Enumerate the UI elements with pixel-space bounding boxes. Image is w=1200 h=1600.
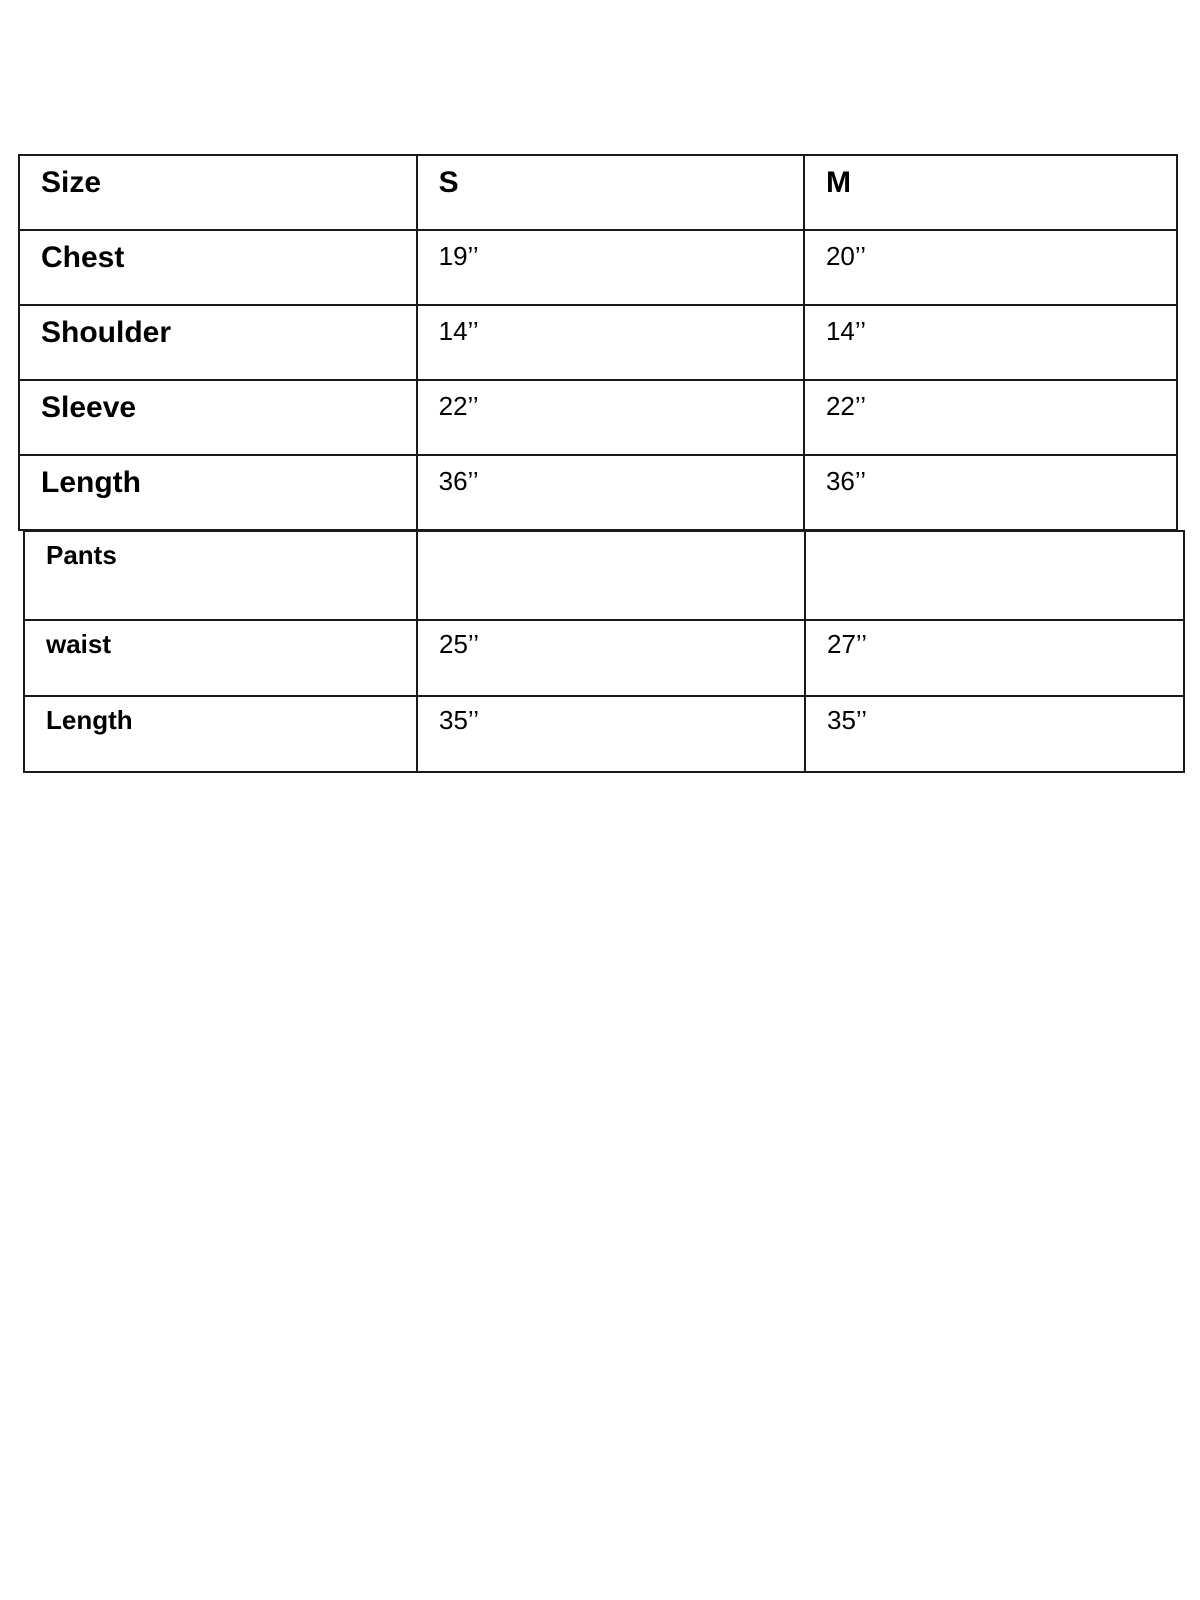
value-cell: 19’’ bbox=[417, 230, 804, 305]
size-s-header-cell: S bbox=[417, 155, 804, 230]
pants-header-cell: Pants bbox=[24, 531, 417, 620]
table-row bbox=[19, 305, 1177, 380]
table-row bbox=[19, 230, 1177, 305]
table-row bbox=[19, 380, 1177, 455]
value-cell: 25’’ bbox=[417, 620, 805, 696]
value-cell: 14’’ bbox=[804, 305, 1177, 380]
value-cell: 36’’ bbox=[804, 455, 1177, 530]
value-cell: 27’’ bbox=[805, 620, 1184, 696]
pants-size-table bbox=[23, 530, 1185, 773]
value-cell: 22’’ bbox=[804, 380, 1177, 455]
empty-header-cell bbox=[417, 531, 805, 620]
table-row bbox=[24, 531, 1184, 620]
table-row bbox=[19, 155, 1177, 230]
row-label-cell: Length bbox=[24, 696, 417, 772]
size-header-cell: Size bbox=[19, 155, 417, 230]
size-m-header-cell: M bbox=[804, 155, 1177, 230]
table-row bbox=[24, 696, 1184, 772]
value-cell: 14’’ bbox=[417, 305, 804, 380]
row-label-cell: Shoulder bbox=[19, 305, 417, 380]
table-row bbox=[19, 455, 1177, 530]
value-cell: 35’’ bbox=[417, 696, 805, 772]
value-cell: 22’’ bbox=[417, 380, 804, 455]
value-cell: 20’’ bbox=[804, 230, 1177, 305]
table-row bbox=[24, 620, 1184, 696]
row-label-cell: Length bbox=[19, 455, 417, 530]
value-cell: 35’’ bbox=[805, 696, 1184, 772]
empty-header-cell bbox=[805, 531, 1184, 620]
row-label-cell: Chest bbox=[19, 230, 417, 305]
row-label-cell: Sleeve bbox=[19, 380, 417, 455]
row-label-cell: waist bbox=[24, 620, 417, 696]
value-cell: 36’’ bbox=[417, 455, 804, 530]
top-size-table bbox=[18, 154, 1178, 531]
